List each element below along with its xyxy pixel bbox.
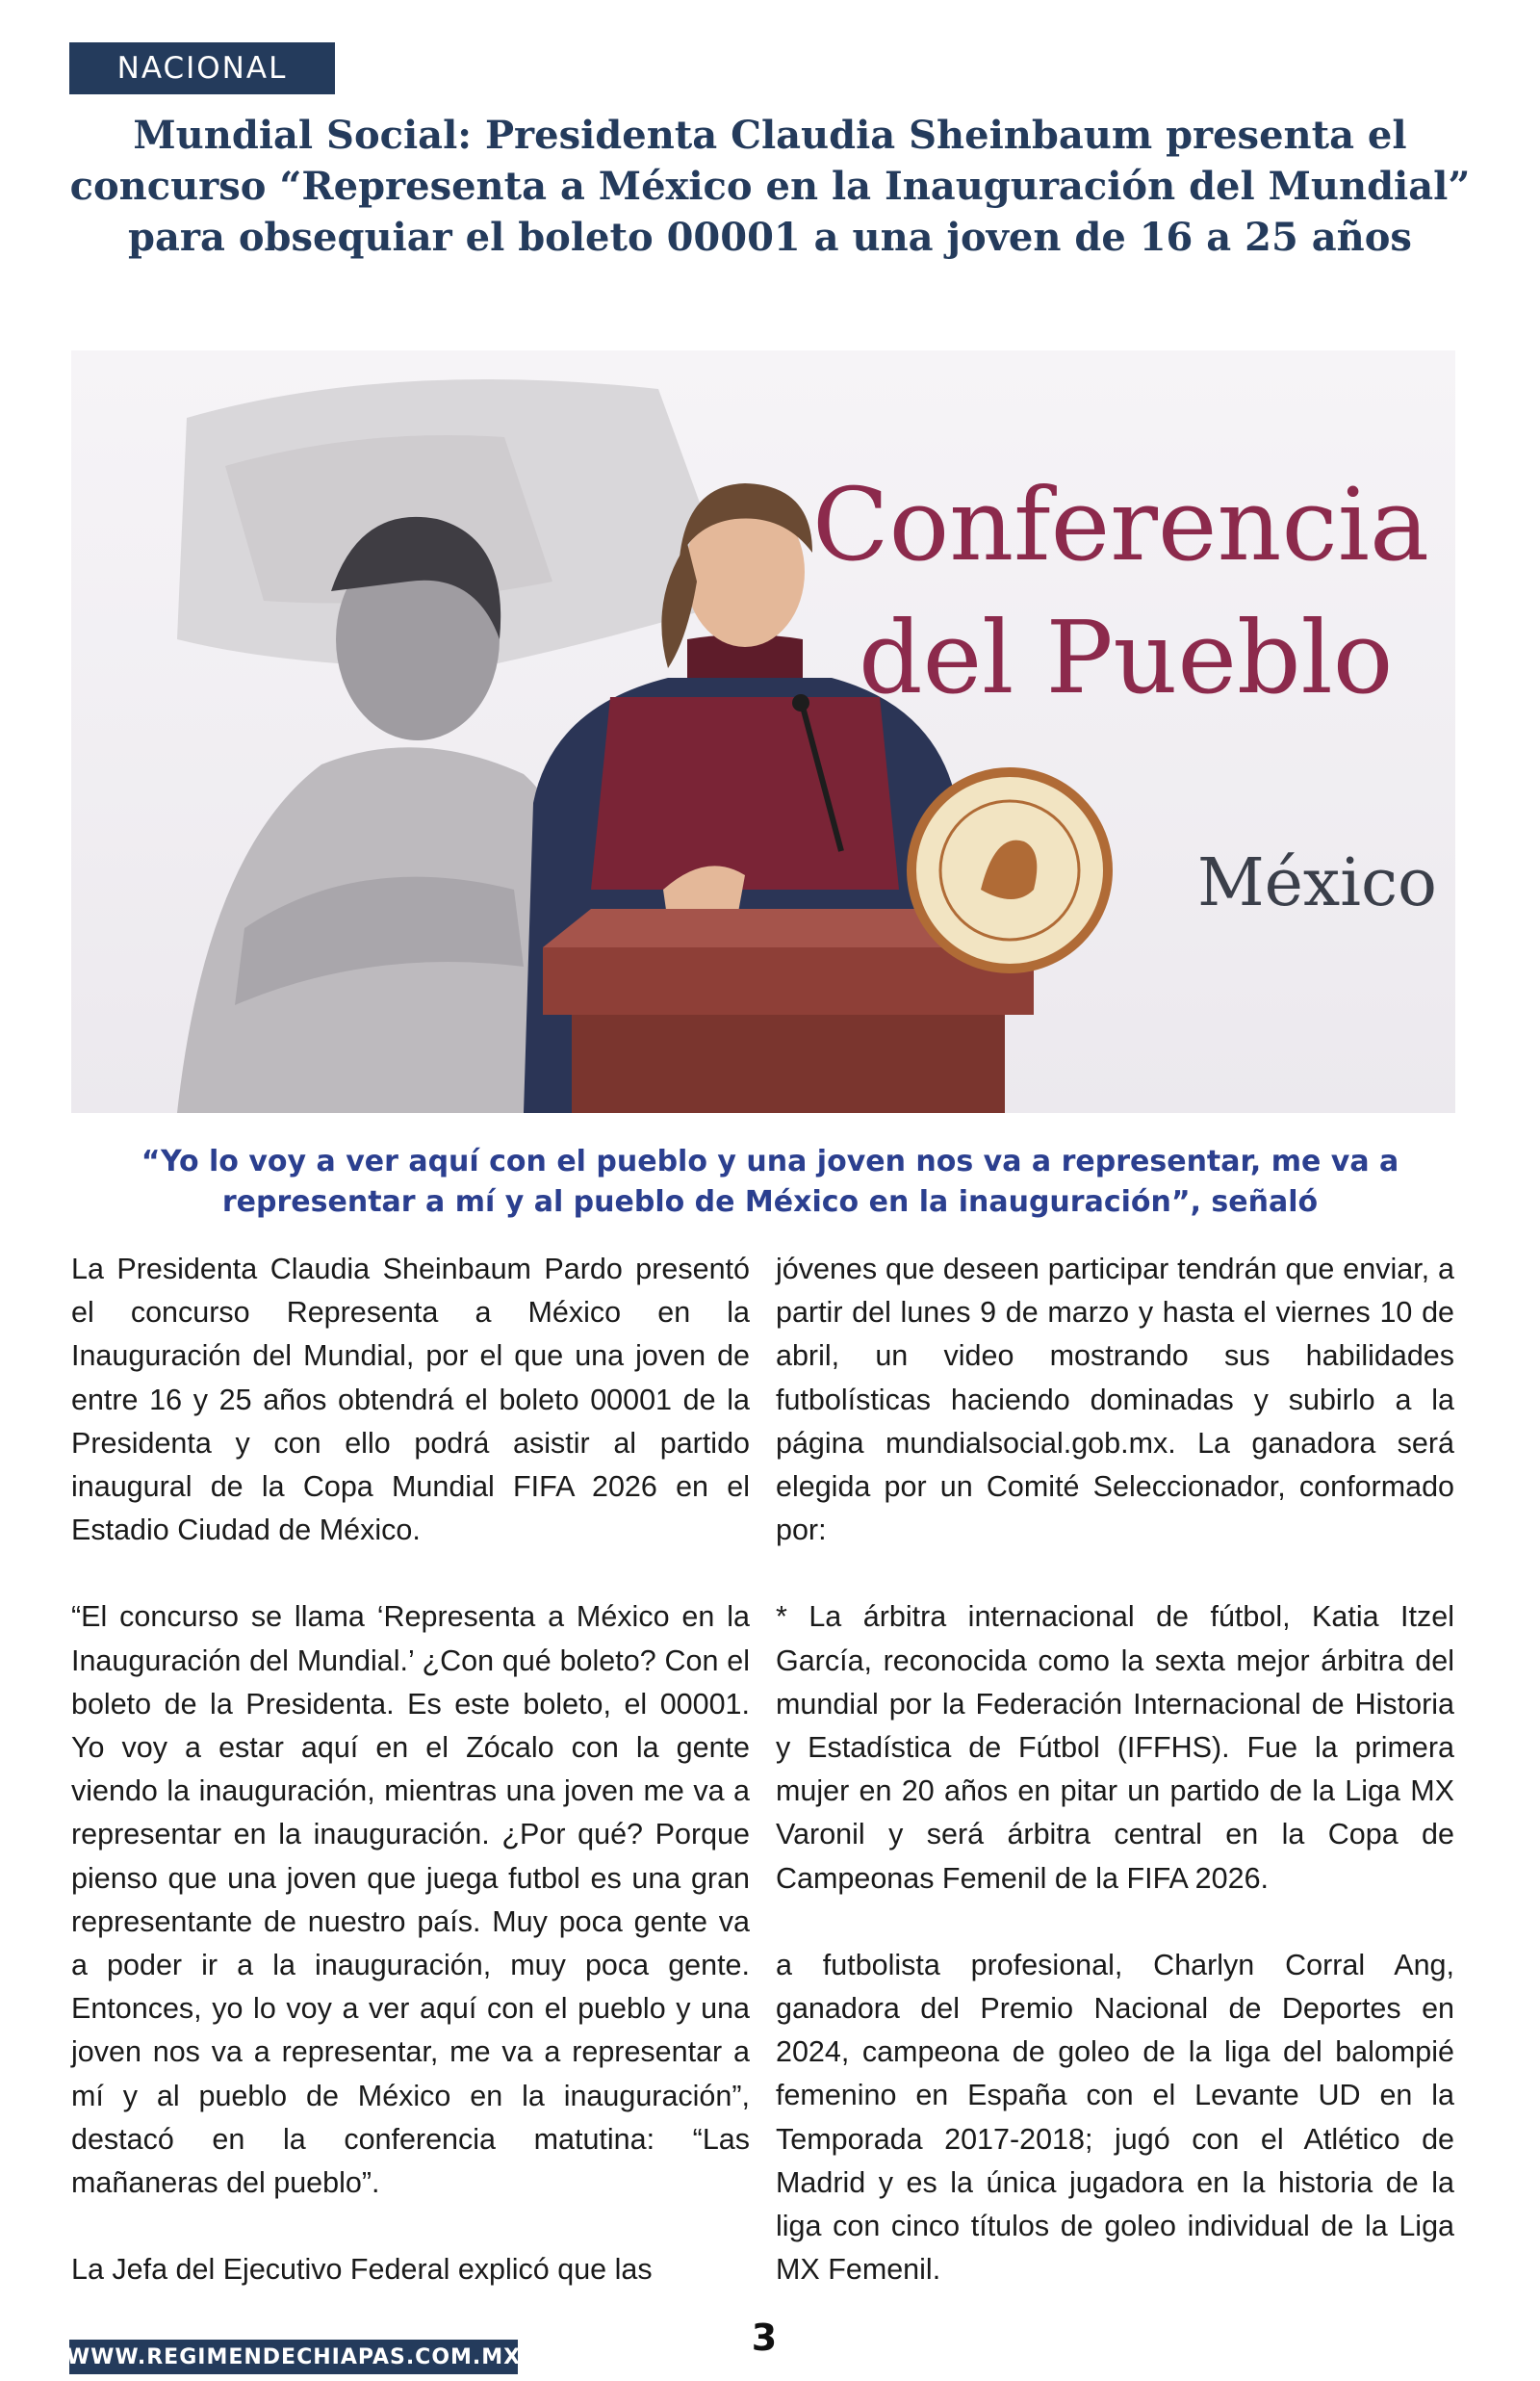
right-paragraph-3: a futbolista profesional, Charlyn Corral Ang, ganadora del Premio Nacional de Deportes en 2024, campeona de goleo de la liga del balompié femenino en España con el Levante UD en la Temporada 2017-2018; jugó con el Atlético de Madrid y es la única jugadora en la historia de la liga con cinco títulos de goleo individual de la Liga MX Femenil. (776, 1948, 1454, 2287)
right-paragraph-2: * La árbitra internacional de fútbol, Katia Itzel García, reconocida como la sexta mejor árbitra del mundial por la Federación Internacional de Historia y Estadística de Fútbol (IFFHS). Fue la primera mujer en 20 años en pitar un partido de la Liga MX Varonil y será árbitra central en la Copa de Campeonas Femenil de la FIFA 2026. (776, 1600, 1454, 1895)
page-number: 3 (751, 2316, 778, 2359)
podium-base (572, 1015, 1005, 1113)
right-paragraph-1: jóvenes que deseen participar tendrán que enviar, a partir del lunes 9 de marzo y hasta el viernes 10 de abril, un video mostrando sus habilidades futbolísticas haciendo dominadas y subirlo a la página mundialsocial.gob.mx. La ganadora será elegida por un Comité Seleccionador, conformado por: (776, 1253, 1454, 1547)
microphone-icon (792, 694, 809, 712)
speaker-vest (591, 697, 899, 890)
article-headline: Mundial Social: Presidenta Claudia Sheinbaum presenta el concurso “Representa a México en la Inauguración del Mundial” para obsequiar el boleto 00001 a una joven de 16 a 25 años (69, 113, 1471, 260)
photo-illustration (71, 350, 1455, 1113)
banner-line-2: del Pueblo (859, 599, 1394, 716)
footer-url[interactable]: WWW.REGIMENDECHIAPAS.COM.MX (69, 2340, 518, 2374)
right-column (776, 1248, 1454, 2291)
banner-line-1: Conferencia (812, 466, 1429, 583)
section-tag: NACIONAL (69, 42, 335, 94)
left-paragraph-3: La Jefa del Ejecutivo Federal explicó que las (71, 2253, 653, 2287)
photo-caption: “Yo lo voy a ver aquí con el pueblo y una joven nos va a representar, me va a representar a mí y al pueblo de México en la inauguración”, señaló (141, 1145, 1399, 1219)
left-paragraph-1: La Presidenta Claudia Sheinbaum Pardo presentó el concurso Representa a México en la Inauguración del Mundial, por el que una joven de entre 16 y 25 años obtendrá el boleto 00001 de la Presidenta y con ello podrá asistir al partido inaugural de la Copa Mundial FIFA 2026 en el Estadio Ciudad de México. (71, 1253, 750, 1547)
left-column (71, 1248, 750, 2291)
article-photo (71, 350, 1455, 1113)
left-paragraph-2: “El concurso se llama ‘Representa a México en la Inauguración del Mundial.’ ¿Con qué boleto? Con el boleto de la Presidenta. Es este boleto, el 00001. Yo voy a estar aquí en el Zócalo con la gente viendo la inauguración, mientras una joven me va a representar en la inauguración. ¿Por qué? Porque pienso que una joven que juega futbol es una gran representante de nuestro país. Muy poca gente va a poder ir a la inauguración, muy poca gente. Entonces, yo lo voy a ver aquí con el pueblo y una joven nos va a representar, me va a representar a mí y al pueblo de México en la inauguración”, destacó en la conferencia matutina: “Las mañaneras del pueblo”. (71, 1600, 750, 2200)
banner-line-3: México (1197, 845, 1437, 921)
